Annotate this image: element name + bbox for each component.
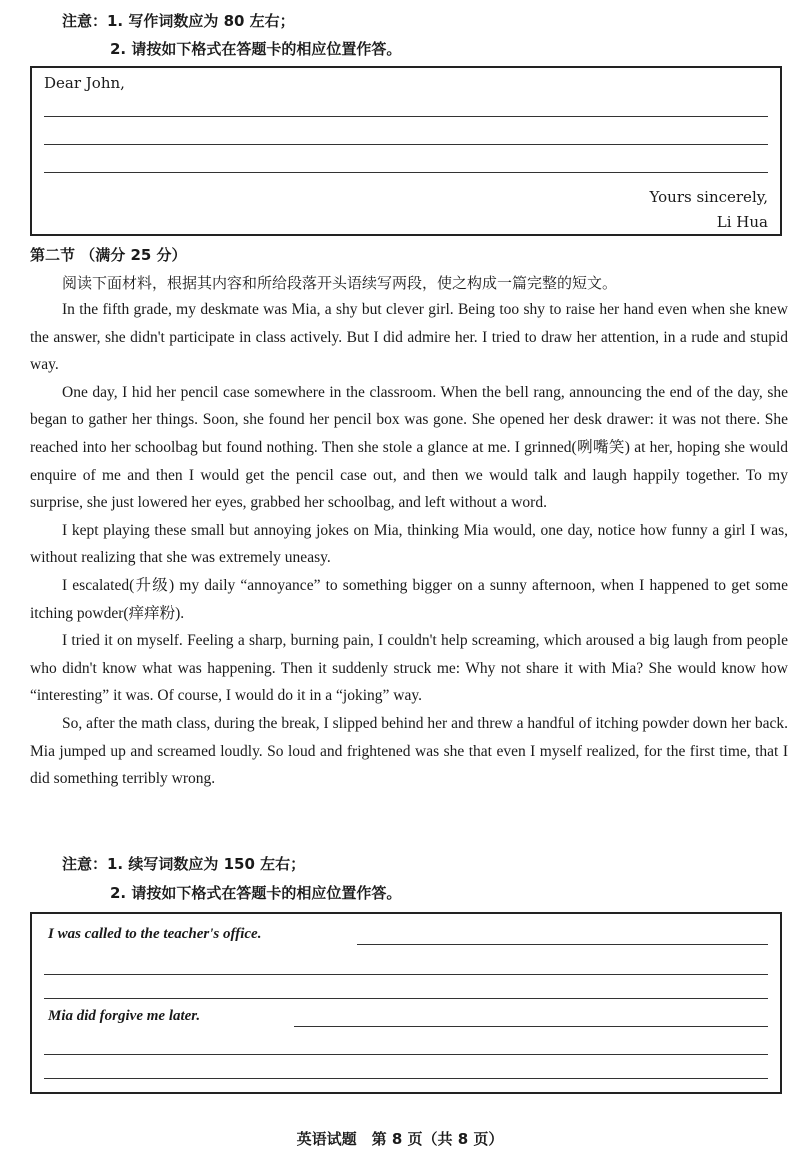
answer-line (44, 1054, 768, 1055)
answer-line (44, 172, 768, 173)
answer-line (44, 116, 768, 117)
answer-line (294, 1026, 768, 1027)
page-footer: 英语试题 第 8 页（共 8 页） (296, 1130, 504, 1148)
story-passage (30, 296, 788, 793)
section-title: 第二节 （满分 25 分） (30, 246, 187, 264)
letter-answer-box (30, 66, 782, 236)
answer-line (357, 944, 768, 945)
story-paragraph: One day, I hid her pencil case somewhere in the classroom. When the bell rang, announcing the end of the day, she began to gather her things. Soon, she found her pencil box was gone. She opened her desk drawer: it was not there. She reached into her schoolbag but found nothing. Then she stole a glance at me. I grinned(咧嘴笑) at her, hoping she would enquire of me and then I would get the pencil case out, and then we would talk and laugh happily together. To my surprise, she just lowered her eyes, grabbed her schoolbag, and left without a word. (30, 383, 788, 512)
writing-note-1: 注意：1. 写作词数应为 80 左右； (62, 12, 295, 30)
story-paragraph: So, after the math class, during the break, I slipped behind her and threw a handful of itching powder down her back. Mia jumped up and screamed loudly. So loud and frightened was she that even I myself realized, for the first time, that I did something terribly wrong. (30, 714, 788, 788)
paragraph-opener-2: Mia did forgive me later. (48, 1008, 201, 1024)
letter-signature: Li Hua (716, 213, 768, 231)
letter-closing: Yours sincerely, (649, 188, 768, 206)
story-paragraph: I tried it on myself. Feeling a sharp, burning pain, I couldn't help screaming, which aroused a big laugh from people who didn't know what was happening. Then it suddenly struck me: Why not share it with Mia? She would know how “interesting” it was. Of course, I would do it in a “joking” way. (30, 632, 788, 705)
story-paragraph: I kept playing these small but annoying jokes on Mia, thinking Mia would, one day, notice how funny a girl I was, without realizing that she was extremely uneasy. (30, 521, 788, 567)
answer-line (44, 998, 768, 999)
answer-line (44, 144, 768, 145)
continuation-note-1: 注意：1. 续写词数应为 150 左右； (62, 855, 306, 873)
continuation-note-2: 2. 请按如下格式在答题卡的相应位置作答。 (110, 884, 402, 902)
story-paragraph: In the fifth grade, my deskmate was Mia, a shy but clever girl. Being too shy to raise her hand even when she knew the answer, she didn't participate in class actively. But I did admire her. I tried to draw her attention, in a rude and stupid way. (30, 301, 788, 374)
paragraph-opener-1: I was called to the teacher's office. (48, 926, 262, 942)
answer-line (44, 1078, 768, 1079)
writing-note-2: 2. 请按如下格式在答题卡的相应位置作答。 (110, 40, 402, 58)
story-paragraph: I escalated(升级) my daily “annoyance” to something bigger on a sunny afternoon, when I happened to get some itching powder(痒痒粉). (30, 576, 788, 622)
letter-salutation: Dear John, (44, 74, 125, 92)
answer-line (44, 974, 768, 975)
continuation-instruction: 阅读下面材料，根据其内容和所给段落开头语续写两段，使之构成一篇完整的短文。 (62, 274, 618, 292)
